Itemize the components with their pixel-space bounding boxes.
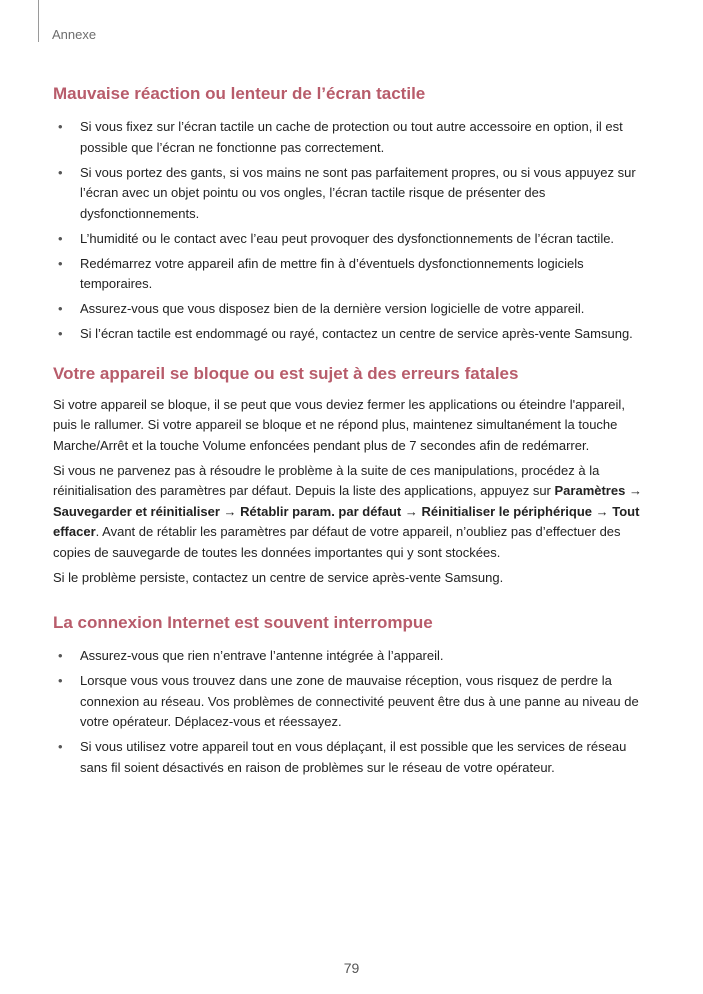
arrow-icon: → <box>401 503 422 519</box>
paragraph-text: . Avant de rétablir les paramètres par défaut de votre appareil, n’oubliez pas d’effectuer des copies de sauvegarde de toutes les données importantes qui y sont stockées. <box>53 524 621 560</box>
list-item-text: Si vous utilisez votre appareil tout en vous déplaçant, il est possible que les services de réseau sans fil soient désactivés en raison de problèmes sur le réseau de votre opérateur. <box>80 739 627 775</box>
arrow-icon: → <box>625 483 642 498</box>
list-item <box>53 229 643 250</box>
list-item <box>53 117 643 158</box>
reset-device-label: Réinitialiser le périphérique <box>421 503 592 519</box>
list-item <box>53 324 643 345</box>
page-number: 79 <box>343 960 360 976</box>
backup-reset-label: Sauvegarder et réinitialiser <box>53 503 220 519</box>
arrow-icon: → <box>592 503 613 519</box>
freeze-paragraph-3: Si le problème persiste, contactez un centre de service après-vente Samsung. <box>53 569 504 585</box>
page-content <box>53 83 643 783</box>
touchscreen-bullet-list <box>53 117 643 345</box>
list-item-text: Assurez-vous que rien n’entrave l’antenne intégrée à l’appareil. <box>80 648 444 663</box>
list-item-text: Assurez-vous que vous disposez bien de la dernière version logicielle de votre appareil. <box>80 301 585 316</box>
erase-everything-label: Tout effacer <box>53 503 640 539</box>
bullet-icon: • <box>58 164 63 180</box>
list-item-text: Si l’écran tactile est endommagé ou rayé, contactez un centre de service après-vente Samsung. <box>80 326 633 341</box>
list-item <box>53 737 643 778</box>
arrow-icon: → <box>219 503 241 519</box>
list-item-text: Lorsque vous vous trouvez dans une zone de mauvaise réception, vous risquez de perdre la connexion au réseau. Vos problèmes de connectivité peuvent être dus à une panne au niveau de votre opérateur. Déplacez-vous et réessayez. <box>80 673 639 729</box>
bullet-icon: • <box>58 326 63 341</box>
freeze-paragraph-1: Si votre appareil se bloque, il se peut que vous deviez fermer les applications ou éteindre l'appareil, puis le rallumer. Si votre appareil se bloque et ne répond plus, maintenez simultanément la touche Marche/Arrêt et la touche Volume enfoncées pendant plus de 7 secondes afin de redémarrer. <box>53 396 625 453</box>
bullet-icon: • <box>58 230 63 246</box>
list-item <box>53 299 643 320</box>
list-item-text: Si vous fixez sur l’écran tactile un cache de protection ou tout autre accessoire en option, il est possible que l’écran ne fonctionne pas correctement. <box>80 119 623 155</box>
running-header: Annexe <box>52 27 97 42</box>
paragraph-text: Si vous ne parvenez pas à résoudre le problème à la suite de ces manipulations, procédez à la réinitialisation des paramètres par défaut. Depuis la liste des applications, appuyez sur <box>53 462 600 498</box>
list-item-text: Redémarrez votre appareil afin de mettre fin à d’éventuels dysfonctionnements logiciels temporaires. <box>80 255 584 291</box>
list-item-text: Si vous portez des gants, si vos mains ne sont pas parfaitement propres, ou si vous appuyez sur l’écran avec un objet pointu ou vos ongles, l’écran tactile risque de présenter des dysfonctionnements. <box>80 164 636 221</box>
section-title-touchscreen: Mauvaise réaction ou lenteur de l’écran tactile <box>53 84 426 103</box>
settings-label: Paramètres <box>554 483 626 498</box>
internet-bullet-list <box>53 646 643 778</box>
list-item <box>53 254 643 295</box>
bullet-icon: • <box>58 119 63 134</box>
bullet-icon: • <box>58 673 63 688</box>
section-title-internet: La connexion Internet est souvent interrompue <box>53 613 433 632</box>
bullet-icon: • <box>58 648 63 663</box>
bullet-icon: • <box>58 255 63 271</box>
section-title-freeze: Votre appareil se bloque ou est sujet à des erreurs fatales <box>53 363 519 383</box>
list-item-text: L’humidité ou le contact avec l’eau peut provoquer des dysfonctionnements de l’écran tactile. <box>80 230 615 246</box>
bullet-icon: • <box>58 739 63 754</box>
list-item <box>53 646 643 667</box>
factory-reset-label: Rétablir param. par défaut <box>240 503 402 519</box>
list-item <box>53 671 643 733</box>
list-item <box>53 163 643 225</box>
bullet-icon: • <box>58 301 63 316</box>
header-rule <box>38 0 39 42</box>
freeze-paragraph-2 <box>53 461 643 564</box>
